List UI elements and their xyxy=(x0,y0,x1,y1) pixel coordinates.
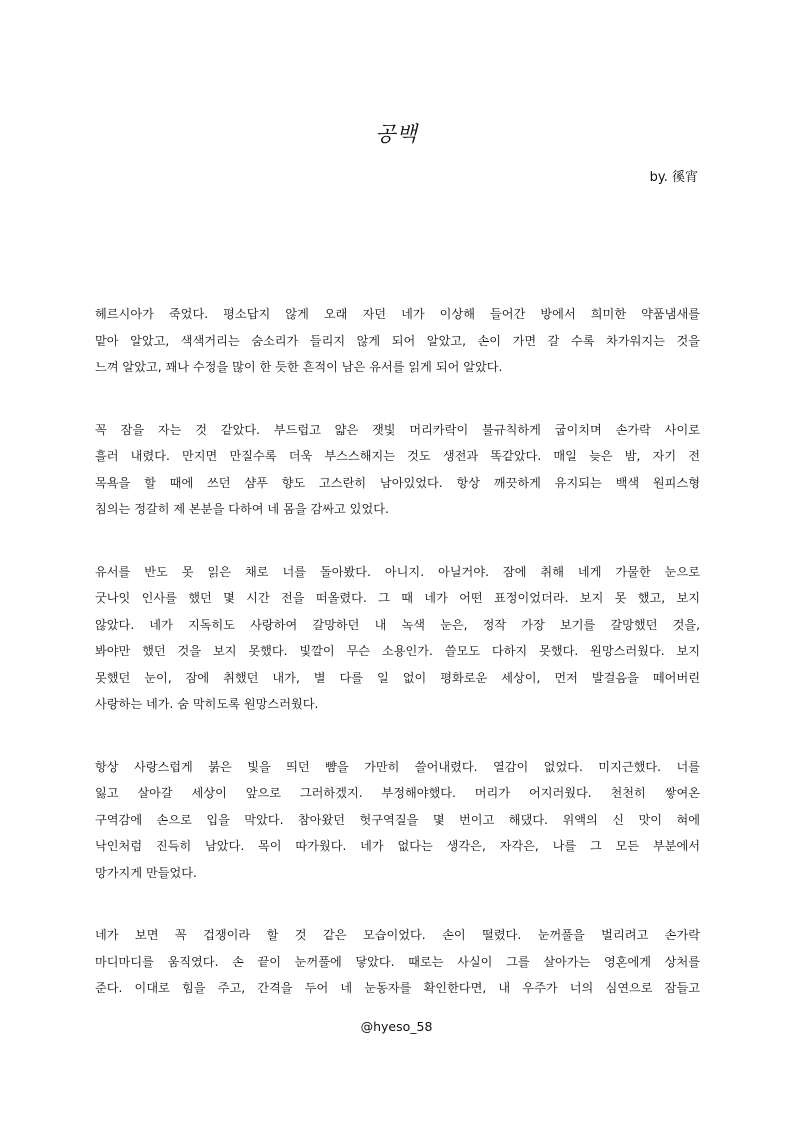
paragraph-4 xyxy=(95,754,700,887)
paragraph-line: 못했던 눈이, 잠에 취했던 내가, 별 다를 일 없이 평화로운 세상이, 먼저 발걸음을 떼어버린 xyxy=(95,670,700,685)
paragraph-line: 망가지게 만들었다. xyxy=(95,865,197,880)
paragraph-5 xyxy=(95,922,700,1002)
paragraph-2 xyxy=(95,417,700,523)
paragraph-line: 구역감에 손으로 입을 막았다. 참아왔던 헛구역질을 몇 번이고 해댔다. 위액의 신 맛이 혀에 xyxy=(95,812,700,827)
paragraph-line: 목욕을 할 때에 쓰던 샴푸 향도 고스란히 남아있었다. 항상 깨끗하게 유지되는 백색 원피스형 xyxy=(95,475,700,490)
paragraph-line: 항상 사랑스럽게 붉은 빛을 띄던 뺨을 가만히 쓸어내렸다. 열감이 없었다. 미지근했다. 너를 xyxy=(95,759,700,774)
paragraph-line: 사랑하는 네가. 숨 막히도록 원망스러웠다. xyxy=(95,697,319,711)
paragraph-line: 헤르시아가 죽었다. 평소답지 않게 오래 자던 네가 이상해 들어간 방에서 희미한 약품냄새를 xyxy=(95,307,700,321)
paragraph-line: 맡아 알았고, 색색거리는 숨소리가 들리지 않게 되어 알았고, 손이 가면 갈 수록 차가워지는 것을 xyxy=(95,333,700,348)
paragraph-line: 흘러 내렸다. 만지면 만질수록 더욱 부스스해지는 것도 생전과 똑같았다. 매일 늦은 밤, 자기 전 xyxy=(95,449,700,463)
paragraph-line: 봐야만 했던 것을 보지 못했다. 빛깔이 무슨 소용인가. 쓸모도 다하지 못했다. 원망스러웠다. 보지 xyxy=(95,644,700,658)
paragraph-line: 꼭 잠을 자는 것 같았다. 부드럽고 얇은 잿빛 머리카락이 불규칙하게 굽이치며 손가락 사이로 xyxy=(95,422,700,437)
paragraph-line: 유서를 반도 못 읽은 채로 너를 돌아봤다. 아니지. 아닐거야. 잠에 취해 네게 가물한 눈으로 xyxy=(95,564,700,579)
document-title: 공백 xyxy=(375,122,418,146)
paragraph-3 xyxy=(95,559,700,718)
body-text xyxy=(95,301,700,1038)
paragraph-line: 않았다. 네가 지독히도 사랑하여 갈망하던 내 녹색 눈은, 정작 가장 보기를 갈망했던 것을, xyxy=(95,617,700,632)
paragraph-line: 마디마디를 움직였다. 손 끝이 눈꺼풀에 닿았다. 때로는 사실이 그를 살아가는 영혼에게 상처를 xyxy=(95,954,700,969)
paragraph-line: 잃고 살아갈 세상이 앞으로 그러하겠지. 부정해야했다. 머리가 어지러웠다. 천천히 쌓여온 xyxy=(95,786,700,800)
paragraph-line: 느껴 알았고, 꽤나 수정을 많이 한 듯한 흔적이 남은 유서를 읽게 되어 알았다. xyxy=(95,360,503,374)
paragraph-line: 낙인처럼 진득히 남았다. 목이 따가웠다. 네가 없다는 생각은, 자각은, 나를 그 모든 부분에서 xyxy=(95,839,700,853)
author-byline: by. 徯宵 xyxy=(649,170,698,185)
paragraph-line: 굿나잇 인사를 했던 몇 시간 전을 떠올렸다. 그 때 네가 어떤 표정이었더라. 보지 못 했고, 보지 xyxy=(95,591,700,605)
paragraph-line: 네가 보면 꼭 겁쟁이라 할 것 같은 모습이었다. 손이 떨렸다. 눈꺼풀을 벌리려고 손가락 xyxy=(95,928,700,942)
paragraph-line: 침의는 정갈히 제 본분을 다하여 네 몸을 감싸고 있었다. xyxy=(95,502,389,516)
paragraph-line: 준다. 이대로 힘을 주고, 간격을 두어 네 눈동자를 확인한다면, 내 우주가 너의 심연으로 잠들고 xyxy=(95,981,700,995)
page-footer-handle: @hyeso_58 xyxy=(360,1019,433,1034)
paragraph-1 xyxy=(95,301,700,381)
